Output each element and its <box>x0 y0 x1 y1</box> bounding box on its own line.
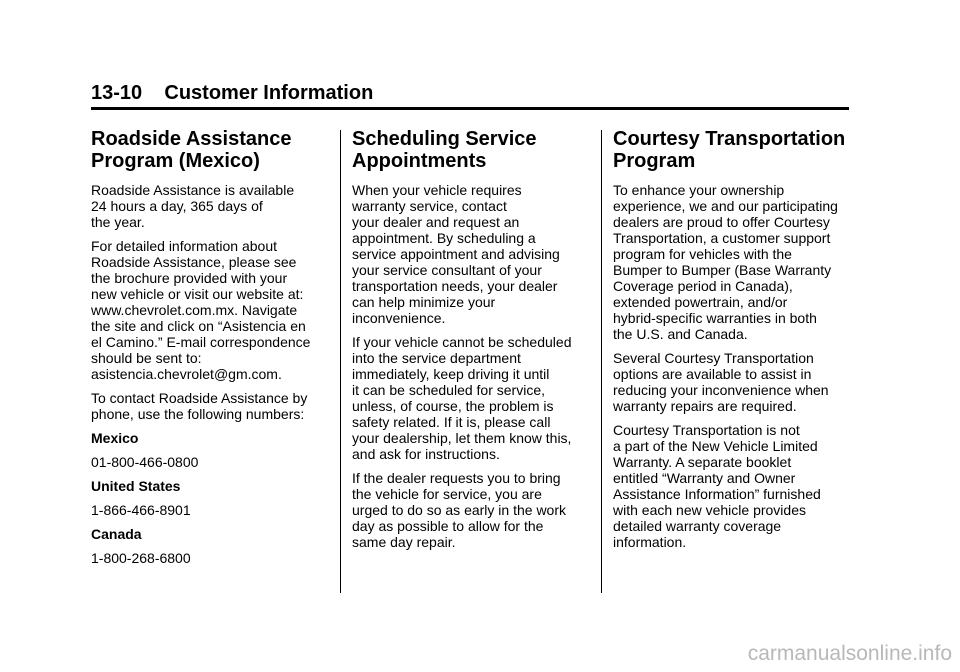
paragraph: Courtesy Transportation is not a part of the New Vehicle Limited Warranty. A separate booklet entitled “Warranty and Owner Assistance Information” furnished with each new vehicle provides detailed warranty coverage information. <box>613 422 821 550</box>
column-divider <box>340 130 341 593</box>
header-text <box>91 81 849 105</box>
column-scheduling <box>352 128 587 558</box>
column-courtesy-transportation <box>613 128 848 558</box>
roadside-heading: Roadside Assistance Program (Mexico) <box>91 128 292 172</box>
page-number: 13-10 <box>91 82 143 104</box>
paragraph: When your vehicle requires warranty service, contact your dealer and request an appointment. By scheduling a service appointment and advising your service consultant of your transportation needs, your dealer can help minimize your inconvenience. <box>352 182 560 326</box>
section-title: Customer Information <box>164 82 374 104</box>
phone-label-us: United States <box>91 478 181 494</box>
watermark: carmanualsonline.info <box>747 642 952 665</box>
phone-number-mexico: 01-800-466-0800 <box>91 454 199 470</box>
paragraph: To enhance your ownership experience, we and our participating dealers are proud to offer Courtesy Transportation, a customer support program for vehicles with the Bumper to Bumper (Base Warranty Coverage period in Canada), extended powertrain, and/or hybrid-specific warranties in both the U.S. and Canada. <box>613 182 838 342</box>
phone-number-us: 1-866-466-8901 <box>91 502 191 518</box>
paragraph: If the dealer requests you to bring the vehicle for service, you are urged to do so as early in the work day as possible to allow for the same day repair. <box>352 470 567 550</box>
paragraph: To contact Roadside Assistance by phone, use the following numbers: <box>91 390 308 422</box>
phone-number-canada: 1-800-268-6800 <box>91 550 191 566</box>
column-roadside-assistance <box>91 128 326 574</box>
scheduling-heading: Scheduling Service Appointments <box>352 128 537 172</box>
phone-label-canada: Canada <box>91 526 142 542</box>
paragraph: For detailed information about Roadside Assistance, please see the brochure provided with your new vehicle or visit our website at: www.chevrolet.com.mx. Navigate the site and click on “Asistencia en el Camino.” E-mail correspondence should be sent to: asistencia.chevrolet@gm.com. <box>91 238 311 382</box>
paragraph: If your vehicle cannot be scheduled into the service department immediately, keep driving it until it can be scheduled for service, unless, of course, the problem is safety related. If it is, please call your dealership, let them know this, and ask for instructions. <box>352 334 572 462</box>
paragraph: Roadside Assistance is available 24 hours a day, 365 days of the year. <box>91 182 295 230</box>
courtesy-heading: Courtesy Transportation Program <box>613 128 846 172</box>
column-divider <box>601 130 602 593</box>
phone-label-mexico: Mexico <box>91 430 139 446</box>
page-header <box>91 81 849 110</box>
paragraph: Several Courtesy Transportation options are available to assist in reducing your inconvenience when warranty repairs are required. <box>613 350 829 414</box>
